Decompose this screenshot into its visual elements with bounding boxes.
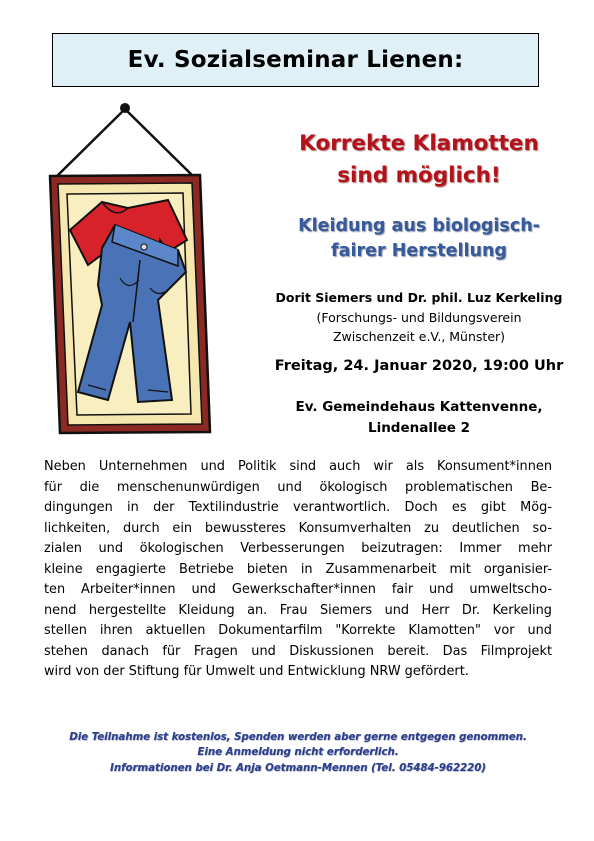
body-line: kleine engagierte Betriebe bieten in Zusammenarbeit mit organisier- (44, 561, 552, 577)
footer-line: Informationen bei Dr. Anja Oetmann-Mennen (Tel. 05484-962220) (110, 762, 486, 774)
event-venue (244, 397, 594, 440)
body-line: nend hergestellte Kleidung an. Frau Siemers und Herr Dr. Kerkeling (44, 602, 552, 618)
footer-notice (40, 730, 556, 776)
title-box (52, 33, 539, 87)
venue-line: Ev. Gemeindehaus Kattenvenne, (295, 399, 543, 415)
body-line: ten Arbeiter*innen und Gewerkschafter*innen fair und umweltscho- (44, 582, 552, 598)
speaker-org: (Forschungs- und Bildungsverein (316, 309, 522, 325)
page-title: Ev. Sozialseminar Lienen: (127, 47, 464, 73)
speaker-names: Dorit Siemers und Dr. phil. Luz Kerkeling (275, 290, 563, 305)
body-line: Neben Unternehmen und Politik sind auch wir als Konsument*innen (44, 459, 552, 474)
framed-clothes-picture (40, 100, 250, 435)
body-line: dingungen in der Textilindustrie verantwortlich. Doch es gibt Mög- (44, 500, 552, 516)
subheadline-blue (244, 214, 594, 264)
headline-line: Korrekte Klamotten (299, 131, 539, 156)
body-line: stehen danach für Fragen und Diskussionen bereit. Das Filmprojekt (44, 643, 552, 659)
headline-red (244, 128, 594, 193)
footer-line: Eine Anmeldung nicht erforderlich. (197, 747, 399, 759)
subheadline-line: Kleidung aus biologisch- (298, 216, 540, 236)
body-line: lichkeiten, durch ein bewussteres Konsumverhalten zu deutlichen so- (44, 520, 552, 536)
venue-line: Lindenallee 2 (367, 420, 471, 437)
subheadline-line: fairer Herstellung (331, 240, 507, 261)
body-text (44, 457, 552, 683)
speaker-org: Zwischenzeit e.V., Münster) (332, 329, 506, 345)
body-line: stellen ihren aktuellen Dokumentarfilm "Korrekte Klamotten" vor und (44, 623, 552, 639)
body-line: wird von der Stiftung für Umwelt und Entwicklung NRW gefördert. (44, 664, 469, 680)
speakers (244, 288, 594, 347)
footer-line: Die Teilnahme ist kostenlos, Spenden werden aber gerne entgegen genommen. (69, 732, 527, 743)
headline-line: sind möglich! (337, 163, 501, 189)
event-date: Freitag, 24. Januar 2020, 19:00 Uhr (274, 358, 564, 374)
body-line: zialen und ökologischen Verbesserungen beizutragen: Immer mehr (44, 541, 552, 557)
body-line: für die menschenunwürdigen und ökologisch problematischen Be- (44, 479, 552, 495)
